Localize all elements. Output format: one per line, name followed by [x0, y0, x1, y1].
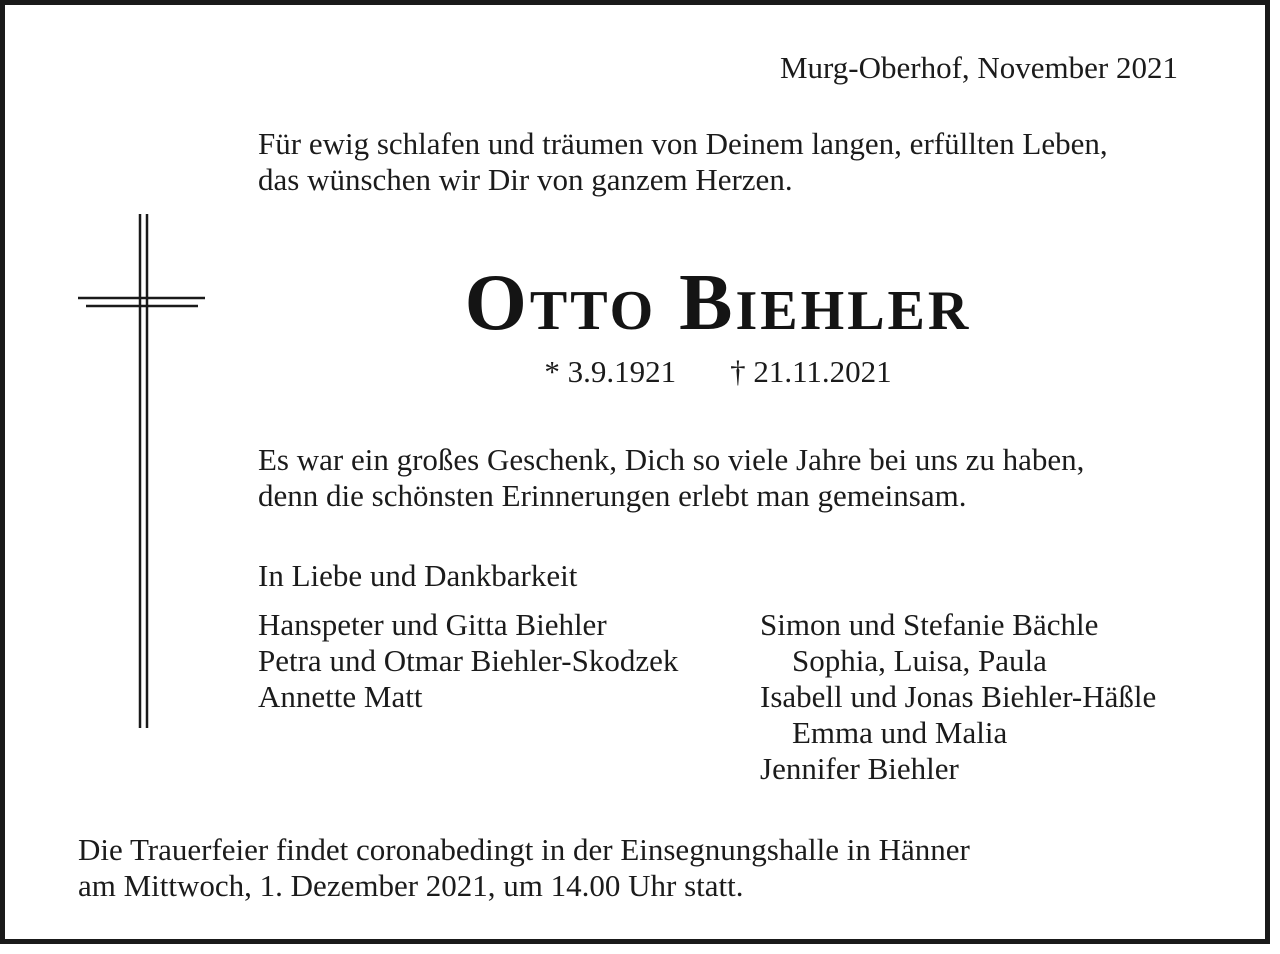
mourner-children: Emma und Malia [792, 715, 1008, 750]
deceased-name: Otto Biehler [464, 259, 972, 347]
mourner-name: Isabell und Jonas Biehler-Häßle [760, 679, 1157, 714]
closing-quote-line-2: denn die schönsten Erinnerungen erlebt man gemeinsam. [258, 478, 967, 513]
closing-quote-line-1: Es war ein großes Geschenk, Dich so viele Jahre bei uns zu haben, [258, 442, 1085, 477]
mourner-name: Simon und Stefanie Bächle [760, 607, 1099, 642]
life-dates [0, 354, 1280, 390]
place-date: Murg-Oberhof, November 2021 [779, 50, 1178, 85]
mourners-right-column [760, 607, 1156, 787]
mourner-name: Petra und Otmar Biehler-Skodzek [258, 643, 679, 678]
closing-quote [258, 442, 1084, 514]
mourner-children: Sophia, Luisa, Paula [792, 643, 1047, 678]
funeral-info-line-1: Die Trauerfeier findet coronabedingt in der Einsegnungshalle in Hänner [78, 832, 970, 867]
mourner-name: Jennifer Biehler [760, 751, 959, 786]
opening-quote-line-2: das wünschen wir Dir von ganzem Herzen. [258, 162, 793, 197]
opening-quote [258, 126, 1108, 198]
mourner-name: Annette Matt [258, 679, 423, 714]
death-date: † 21.11.2021 [730, 354, 892, 389]
mourners-left-column [258, 607, 678, 715]
funeral-info-line-2: am Mittwoch, 1. Dezember 2021, um 14.00 Uhr statt. [78, 868, 744, 903]
closing-phrase: In Liebe und Dankbarkeit [258, 558, 578, 593]
birth-date: * 3.9.1921 [544, 354, 677, 389]
mourner-name: Hanspeter und Gitta Biehler [258, 607, 607, 642]
funeral-info [78, 832, 970, 904]
opening-quote-line-1: Für ewig schlafen und träumen von Deinem langen, erfüllten Leben, [258, 126, 1108, 161]
